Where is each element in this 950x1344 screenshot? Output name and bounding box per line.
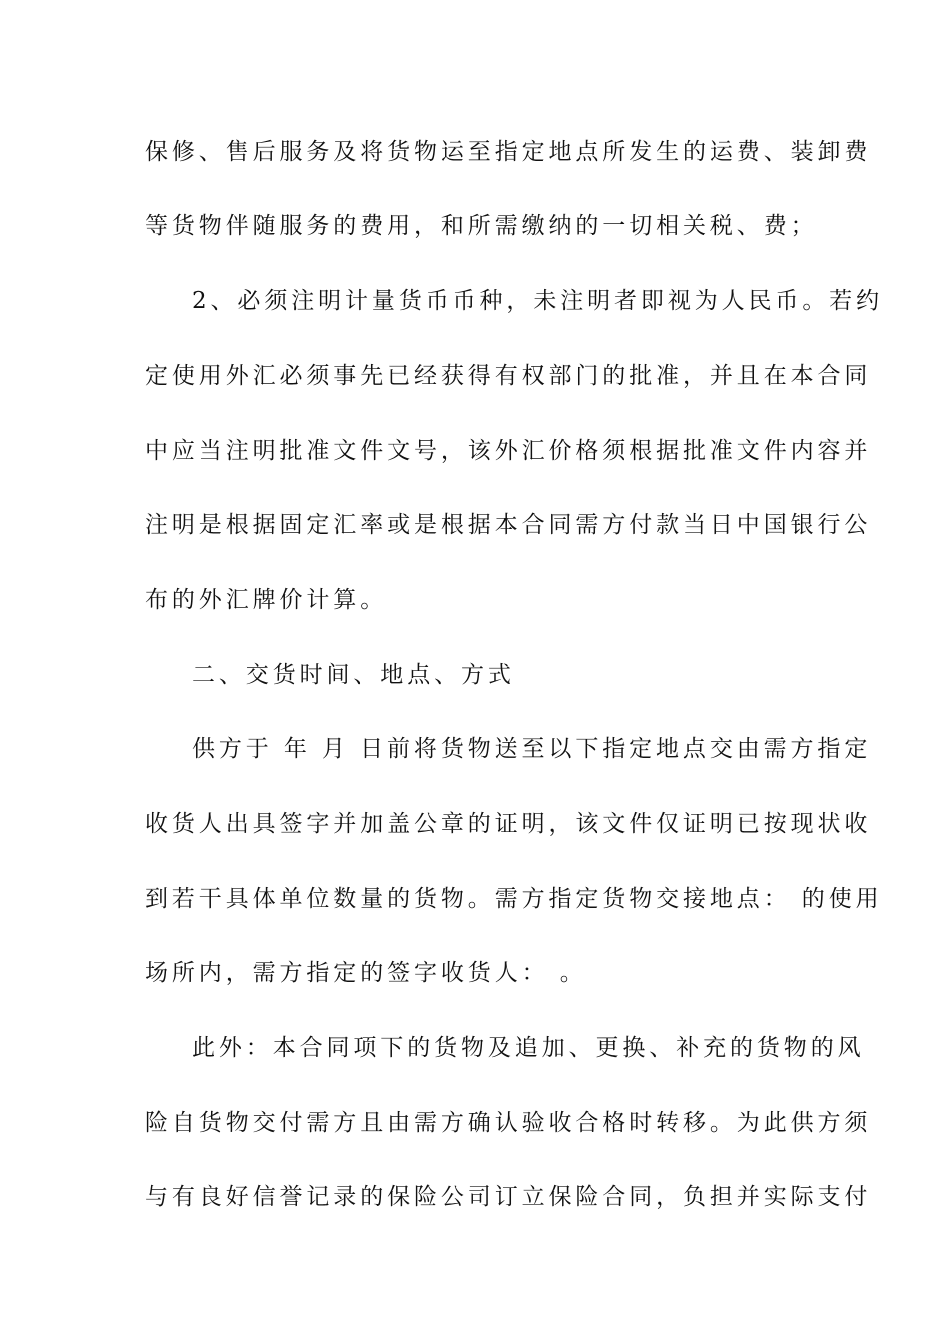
paragraph-line: 等货物伴随服务的费用，和所需缴纳的一切相关税、费； <box>145 213 818 239</box>
paragraph-line: 到若干具体单位数量的货物。需方指定货物交接地点： 的使用 <box>145 886 883 912</box>
paragraph-line: 布的外汇牌价计算。 <box>145 587 388 613</box>
paragraph-line: 中应当注明批准文件文号，该外汇价格须根据批准文件内容并 <box>145 438 872 464</box>
paragraph-line: 注明是根据固定汇率或是根据本合同需方付款当日中国银行公 <box>145 512 872 538</box>
paragraph-line: 供方于 年 月 日前将货物送至以下指定地点交由需方指定 <box>192 736 872 762</box>
section-heading: 二、交货时间、地点、方式 <box>192 662 515 688</box>
paragraph-line: 险自货物交付需方且由需方确认验收合格时转移。为此供方须 <box>145 1110 872 1136</box>
paragraph-line: 场所内，需方指定的签字收货人： 。 <box>145 960 587 986</box>
paragraph-line: 与有良好信誉记录的保险公司订立保险合同，负担并实际支付 <box>145 1184 872 1210</box>
paragraph-line: 保修、售后服务及将货物运至指定地点所发生的运费、装卸费 <box>145 139 872 165</box>
paragraph-line: 定使用外汇必须事先已经获得有权部门的批准，并且在本合同 <box>145 363 872 389</box>
paragraph-line: 收货人出具签字并加盖公章的证明，该文件仅证明已按现状收 <box>145 811 872 837</box>
paragraph-line: 此外：本合同项下的货物及追加、更换、补充的货物的风 <box>192 1035 865 1061</box>
paragraph-line: 2、必须注明计量货币币种，未注明者即视为人民币。若约 <box>192 288 884 314</box>
